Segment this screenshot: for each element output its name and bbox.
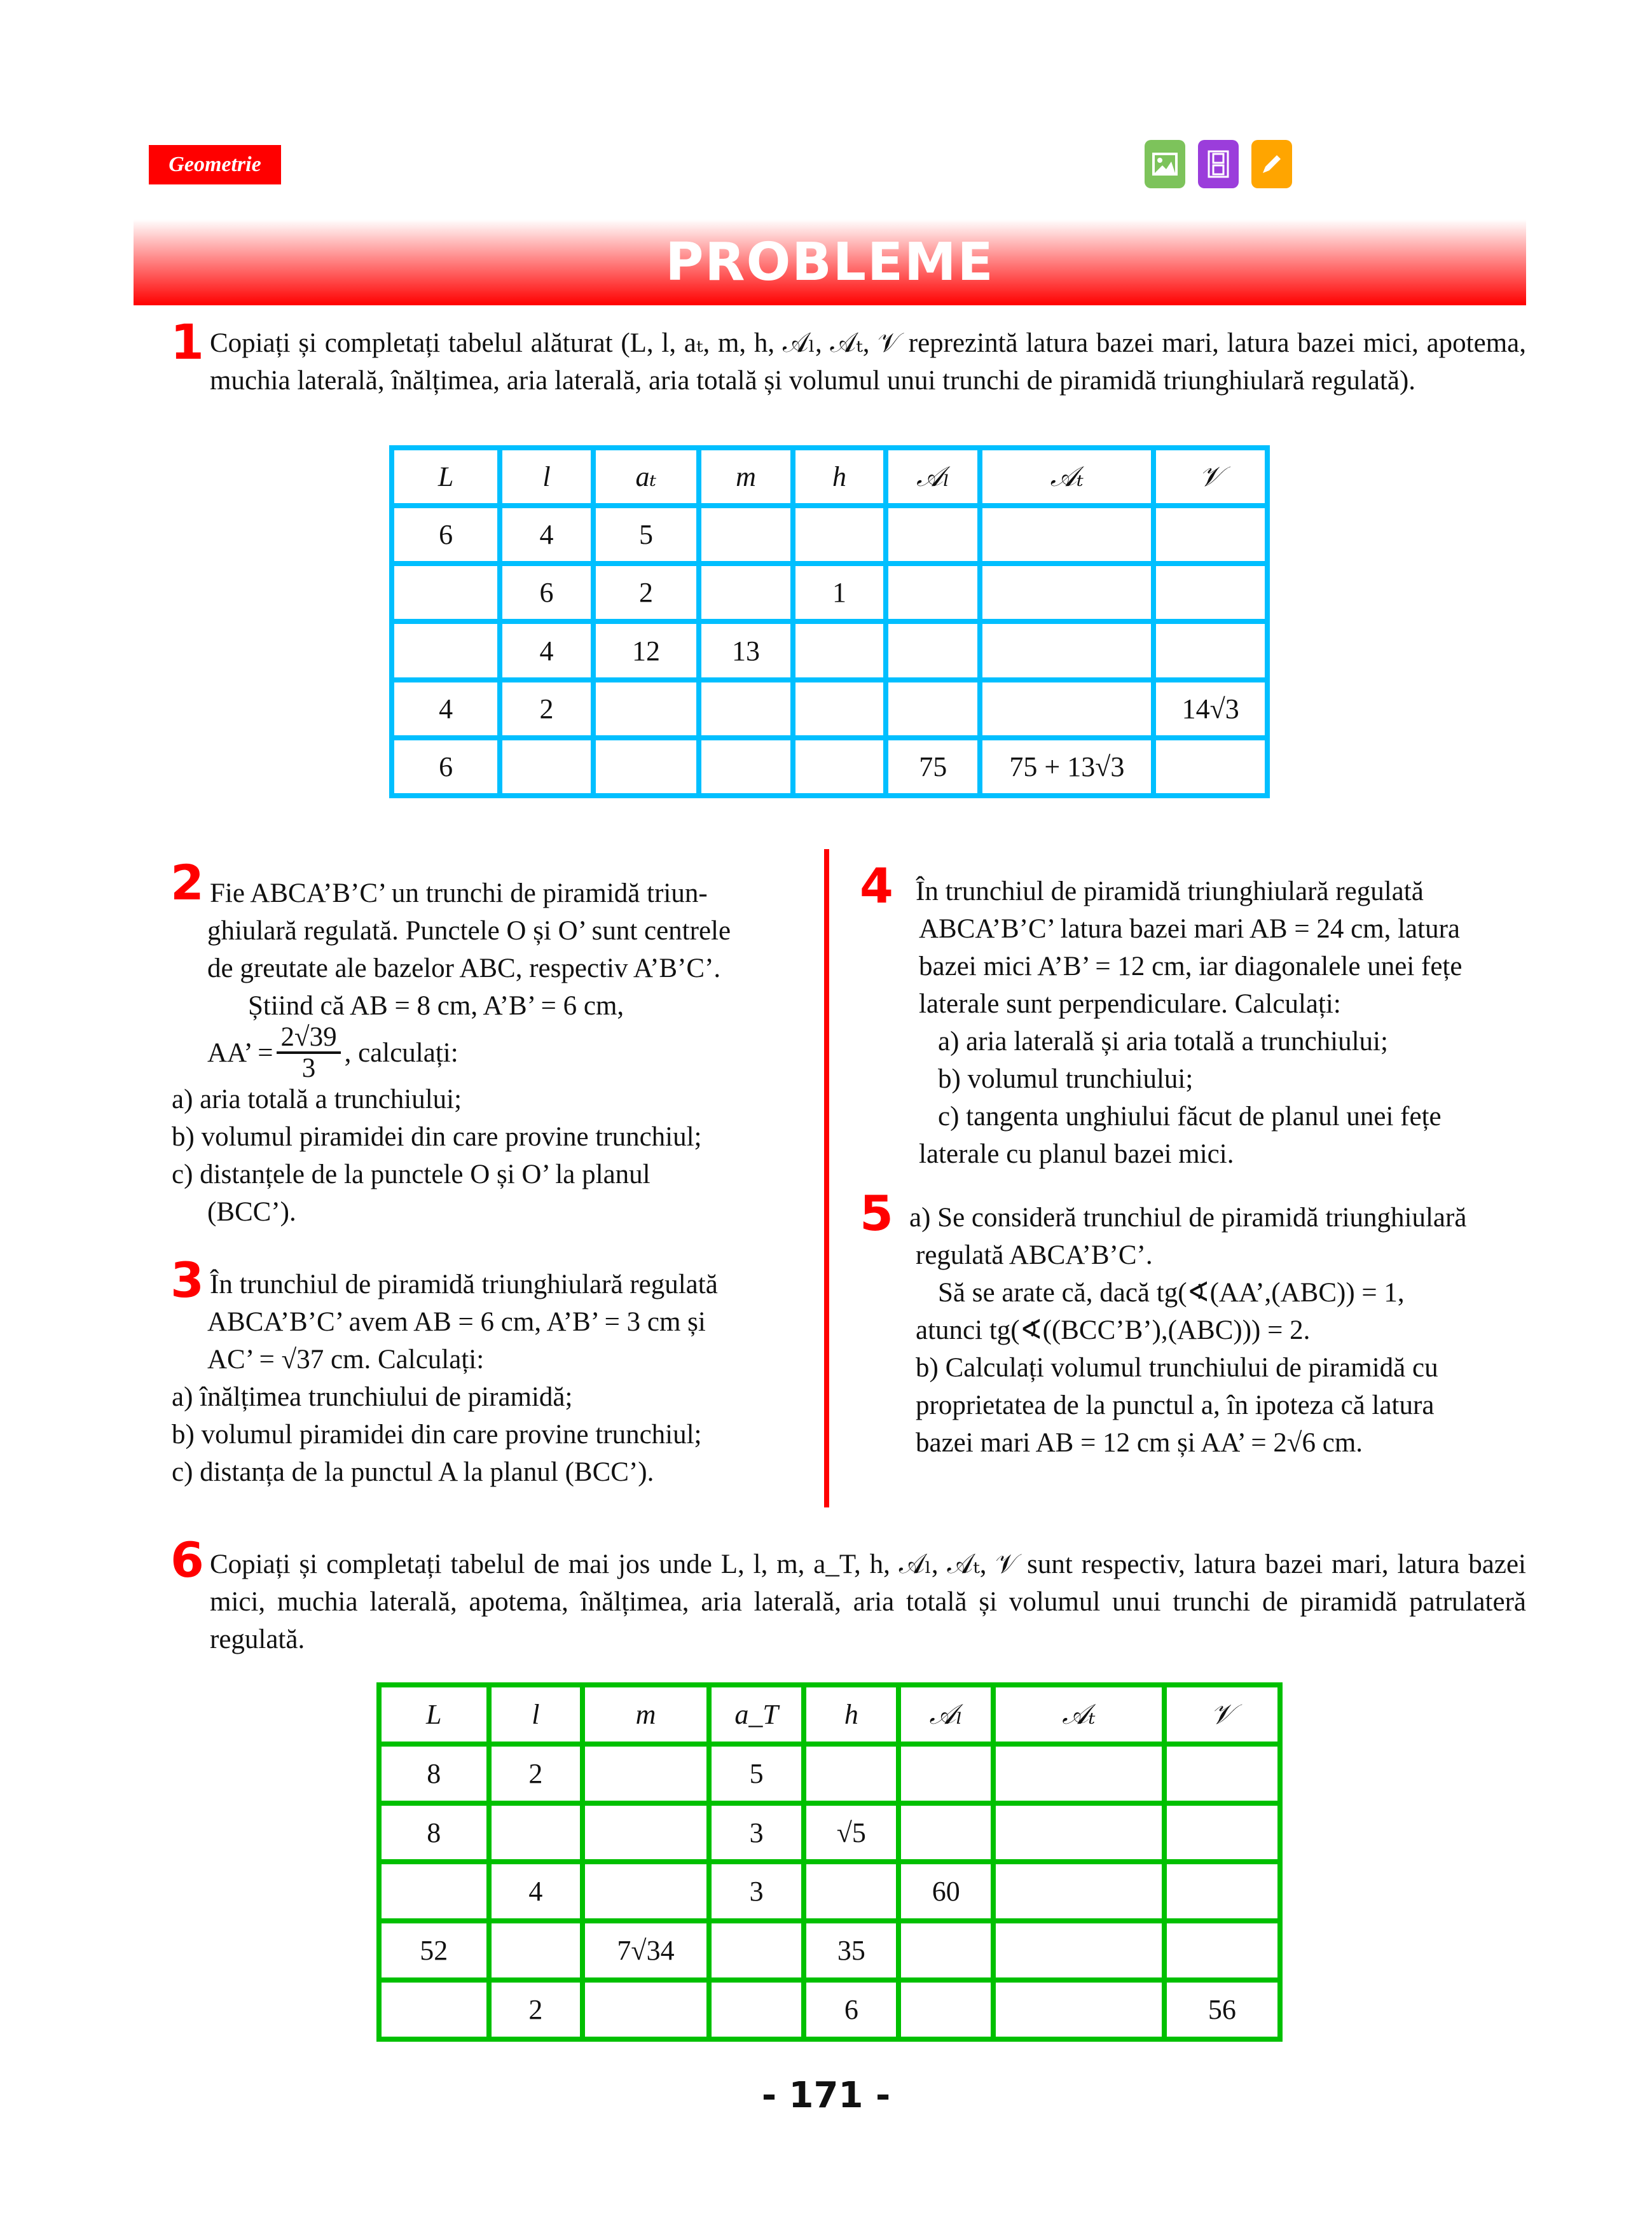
table-row <box>379 1921 1280 1980</box>
table-cell[interactable] <box>1164 1744 1280 1803</box>
col-header: 𝒱 <box>1153 448 1267 506</box>
col-header: 𝒜ₗ <box>898 1685 993 1744</box>
col-header: m <box>582 1685 708 1744</box>
table-cell[interactable]: 1 <box>793 564 886 621</box>
p2-item: c) distanțele de la punctele O și O’ la planul <box>172 1160 650 1189</box>
p2-item: (BCC’). <box>207 1197 296 1227</box>
table-cell[interactable] <box>898 1744 993 1803</box>
image-icon[interactable] <box>1145 140 1185 188</box>
table-cell[interactable] <box>993 1744 1164 1803</box>
p4-line: laterale sunt perpendiculare. Calculați: <box>919 989 1341 1019</box>
table-cell[interactable] <box>1153 738 1267 796</box>
aa-prefix: AA’ = <box>207 1037 273 1068</box>
table-cell[interactable] <box>1153 621 1267 679</box>
col-header: L <box>379 1685 489 1744</box>
p3-line: AC’ = √37 cm. Calculați: <box>207 1345 485 1375</box>
p2-line: de greutate ale bazelor ABC, respectiv A’B’C’. <box>207 953 721 983</box>
aa-suffix: , calculați: <box>344 1037 458 1068</box>
col-header: a_T <box>709 1685 804 1744</box>
problem-2-text <box>172 875 795 1231</box>
table-cell[interactable] <box>500 738 593 796</box>
p4-line: ABCA’B’C’ latura bazei mari AB = 24 cm, latura <box>919 914 1460 944</box>
table-cell[interactable]: 3 <box>709 1803 804 1862</box>
p5-line: atunci tg(∢((BCC’B’),(ABC))) = 2. <box>916 1315 1311 1345</box>
p3-item: b) volumul piramidei din care provine trunchiul; <box>172 1420 702 1450</box>
table-cell[interactable] <box>980 621 1153 679</box>
p2-line: Știind că AB = 8 cm, A’B’ = 6 cm, <box>248 991 624 1021</box>
table-row <box>392 621 1267 679</box>
page-title: PROBLEME <box>665 232 995 293</box>
table-cell[interactable] <box>379 1862 489 1921</box>
table-cell[interactable] <box>793 680 886 738</box>
table-cell[interactable]: 60 <box>898 1862 993 1921</box>
table-problem-6 <box>376 1682 1283 2042</box>
table-row <box>392 506 1267 564</box>
table-cell[interactable] <box>489 1921 583 1980</box>
problem-4-text <box>881 873 1523 1173</box>
p5-line: proprietatea de la punctul a, în ipoteza că latura <box>916 1390 1435 1420</box>
table-cell[interactable]: 4 <box>500 621 593 679</box>
table-cell[interactable]: 3 <box>709 1862 804 1921</box>
table-cell[interactable]: 2 <box>593 564 699 621</box>
table-cell[interactable]: 12 <box>593 621 699 679</box>
fraction <box>277 1023 340 1083</box>
table-header-row <box>392 448 1267 506</box>
table-row <box>379 1980 1280 2039</box>
table-cell[interactable]: 4 <box>500 506 593 564</box>
table-cell[interactable] <box>886 506 980 564</box>
p4-item: b) volumul trunchiului; <box>938 1064 1194 1094</box>
table-row <box>379 1862 1280 1921</box>
p2-item: b) volumul piramidei din care provine trunchiul; <box>172 1122 702 1152</box>
problem-number-2: 2 <box>170 854 204 911</box>
table-cell[interactable]: 14√3 <box>1153 680 1267 738</box>
problem-number-3: 3 <box>170 1252 204 1308</box>
table-cell[interactable]: 6 <box>500 564 593 621</box>
problem-5-text <box>881 1199 1523 1462</box>
col-header: 𝒜ₜ <box>993 1685 1164 1744</box>
col-header: 𝒱 <box>1164 1685 1280 1744</box>
table-cell[interactable]: 6 <box>804 1980 898 2039</box>
p5-line: Să se arate că, dacă tg(∢(AA’,(ABC)) = 1, <box>938 1278 1405 1308</box>
table-row <box>392 738 1267 796</box>
table-cell[interactable]: 4 <box>392 680 500 738</box>
p5-line: b) Calculați volumul trunchiului de piramidă cu <box>916 1353 1438 1383</box>
problem-1-text: Copiați și completați tabelul alăturat (L, l, aₜ, m, h, 𝒜ₗ, 𝒜ₜ, 𝒱 reprezintă latura bazei mari, latura bazei mici, apotema, muchia laterală, înălțimea, aria laterală, aria totală și volumul unui trunchi de piramidă triunghiulară regulată). <box>210 328 1526 396</box>
table-row <box>379 1803 1280 1862</box>
table-cell[interactable] <box>593 680 699 738</box>
table-cell[interactable]: 35 <box>804 1921 898 1980</box>
table-cell[interactable]: 13 <box>699 621 793 679</box>
table-cell[interactable] <box>582 1862 708 1921</box>
table-cell[interactable] <box>1164 1803 1280 1862</box>
table-cell[interactable] <box>593 738 699 796</box>
table-cell[interactable] <box>392 621 500 679</box>
p4-line: În trunchiul de piramidă triunghiulară regulată <box>916 876 1424 906</box>
column-divider <box>824 849 829 1507</box>
table-cell[interactable]: 75 <box>886 738 980 796</box>
table-cell[interactable] <box>886 680 980 738</box>
col-header: l <box>500 448 593 506</box>
table-cell[interactable] <box>993 1921 1164 1980</box>
problem-number-4: 4 <box>860 857 893 914</box>
p3-line: În trunchiul de piramidă triunghiulară regulată <box>210 1270 718 1299</box>
table-cell[interactable]: 6 <box>392 506 500 564</box>
table-problem-1 <box>389 445 1270 798</box>
problem-number-6: 6 <box>170 1532 204 1588</box>
table-cell[interactable] <box>898 1980 993 2039</box>
p2-item: a) aria totală a trunchiului; <box>172 1084 462 1114</box>
p2-line: Fie ABCA’B’C’ un trunchi de piramidă triun- <box>210 878 708 908</box>
table-cell[interactable] <box>1153 564 1267 621</box>
table-cell[interactable] <box>582 1744 708 1803</box>
table-cell[interactable] <box>1164 1921 1280 1980</box>
table-cell[interactable]: √5 <box>804 1803 898 1862</box>
table-cell[interactable] <box>993 1803 1164 1862</box>
page-number: - 171 - <box>761 2075 891 2116</box>
p4-line: laterale cu planul bazei mici. <box>919 1139 1234 1169</box>
p4-item: a) aria laterală și aria totală a trunchiului; <box>938 1027 1388 1056</box>
table-cell[interactable]: 7√34 <box>582 1921 708 1980</box>
table-cell[interactable]: 8 <box>379 1744 489 1803</box>
p2-formula <box>172 1021 795 1083</box>
table-cell[interactable] <box>804 1862 898 1921</box>
table-cell[interactable] <box>489 1803 583 1862</box>
table-row <box>392 680 1267 738</box>
col-header: h <box>804 1685 898 1744</box>
table-cell[interactable]: 5 <box>709 1744 804 1803</box>
table-cell[interactable] <box>1153 506 1267 564</box>
p4-line: bazei mici A’B’ = 12 cm, iar diagonalele unei fețe <box>919 952 1463 981</box>
section-badge: Geometrie <box>149 145 281 184</box>
p3-item: a) înălțimea trunchiului de piramidă; <box>172 1382 573 1412</box>
table-cell[interactable]: 6 <box>392 738 500 796</box>
film-icon[interactable] <box>1198 140 1239 188</box>
col-header: h <box>793 448 886 506</box>
problem-number-1: 1 <box>170 314 204 370</box>
table-cell[interactable] <box>993 1980 1164 2039</box>
table-cell[interactable] <box>392 564 500 621</box>
col-header: 𝒜ₜ <box>980 448 1153 506</box>
table-cell[interactable] <box>699 738 793 796</box>
table-cell[interactable] <box>709 1980 804 2039</box>
table-cell[interactable] <box>980 506 1153 564</box>
table-cell[interactable] <box>582 1803 708 1862</box>
problem-3-text <box>172 1266 795 1491</box>
table-cell[interactable]: 8 <box>379 1803 489 1862</box>
table-cell[interactable] <box>709 1921 804 1980</box>
pencil-icon[interactable] <box>1251 140 1292 188</box>
table-cell[interactable] <box>582 1980 708 2039</box>
p5-line: a) Se consideră trunchiul de piramidă triunghiulară <box>909 1203 1467 1233</box>
table-cell[interactable]: 2 <box>489 1744 583 1803</box>
col-header: L <box>392 448 500 506</box>
table-cell[interactable]: 4 <box>489 1862 583 1921</box>
p5-line: bazei mari AB = 12 cm și AA’ = 2√6 cm. <box>916 1428 1363 1458</box>
col-header: l <box>489 1685 583 1744</box>
table-cell[interactable] <box>699 506 793 564</box>
p2-line: ghiulară regulată. Punctele O și O’ sunt centrele <box>207 916 731 946</box>
p3-item: c) distanța de la punctul A la planul (BCC’). <box>172 1457 654 1487</box>
table-cell[interactable] <box>699 564 793 621</box>
table-cell[interactable] <box>379 1980 489 2039</box>
problem-number-5: 5 <box>860 1185 893 1242</box>
p5-line: regulată ABCA’B’C’. <box>916 1240 1153 1270</box>
fraction-denominator: 3 <box>301 1053 316 1083</box>
table-header-row <box>379 1685 1280 1744</box>
table-cell[interactable] <box>793 738 886 796</box>
banner <box>134 219 1526 305</box>
col-header: aₜ <box>593 448 699 506</box>
table-cell[interactable] <box>898 1803 993 1862</box>
table-cell[interactable] <box>886 564 980 621</box>
table-cell[interactable]: 2 <box>500 680 593 738</box>
col-header: 𝒜ₗ <box>886 448 980 506</box>
table-cell[interactable] <box>980 680 1153 738</box>
problem-6-text: Copiați și completați tabelul de mai jos unde L, l, m, a_T, h, 𝒜ₗ, 𝒜ₜ, 𝒱 sunt respectiv, latura bazei mari, latura bazei mici, muchia laterală, apotema, înălțimea, aria laterală, aria totală și volumul unui trunchi de piramidă patrulateră regulată. <box>210 1549 1526 1654</box>
table-cell[interactable]: 5 <box>593 506 699 564</box>
table-cell[interactable] <box>980 564 1153 621</box>
table-row <box>379 1744 1280 1803</box>
table-cell[interactable] <box>898 1921 993 1980</box>
table-cell[interactable]: 52 <box>379 1921 489 1980</box>
p3-line: ABCA’B’C’ avem AB = 6 cm, A’B’ = 3 cm și <box>207 1307 706 1337</box>
table-cell[interactable] <box>886 621 980 679</box>
table-cell[interactable]: 2 <box>489 1980 583 2039</box>
table-cell[interactable] <box>804 1744 898 1803</box>
fraction-numerator: 2√39 <box>277 1023 340 1054</box>
col-header: m <box>699 448 793 506</box>
table-cell[interactable]: 75 + 13√3 <box>980 738 1153 796</box>
table-row <box>392 564 1267 621</box>
p4-item: c) tangenta unghiului făcut de planul unei fețe <box>938 1102 1442 1132</box>
table-cell[interactable] <box>793 506 886 564</box>
table-cell[interactable]: 56 <box>1164 1980 1280 2039</box>
table-cell[interactable] <box>699 680 793 738</box>
table-cell[interactable] <box>1164 1862 1280 1921</box>
table-cell[interactable] <box>993 1862 1164 1921</box>
media-icons <box>1145 140 1292 188</box>
table-cell[interactable] <box>793 621 886 679</box>
